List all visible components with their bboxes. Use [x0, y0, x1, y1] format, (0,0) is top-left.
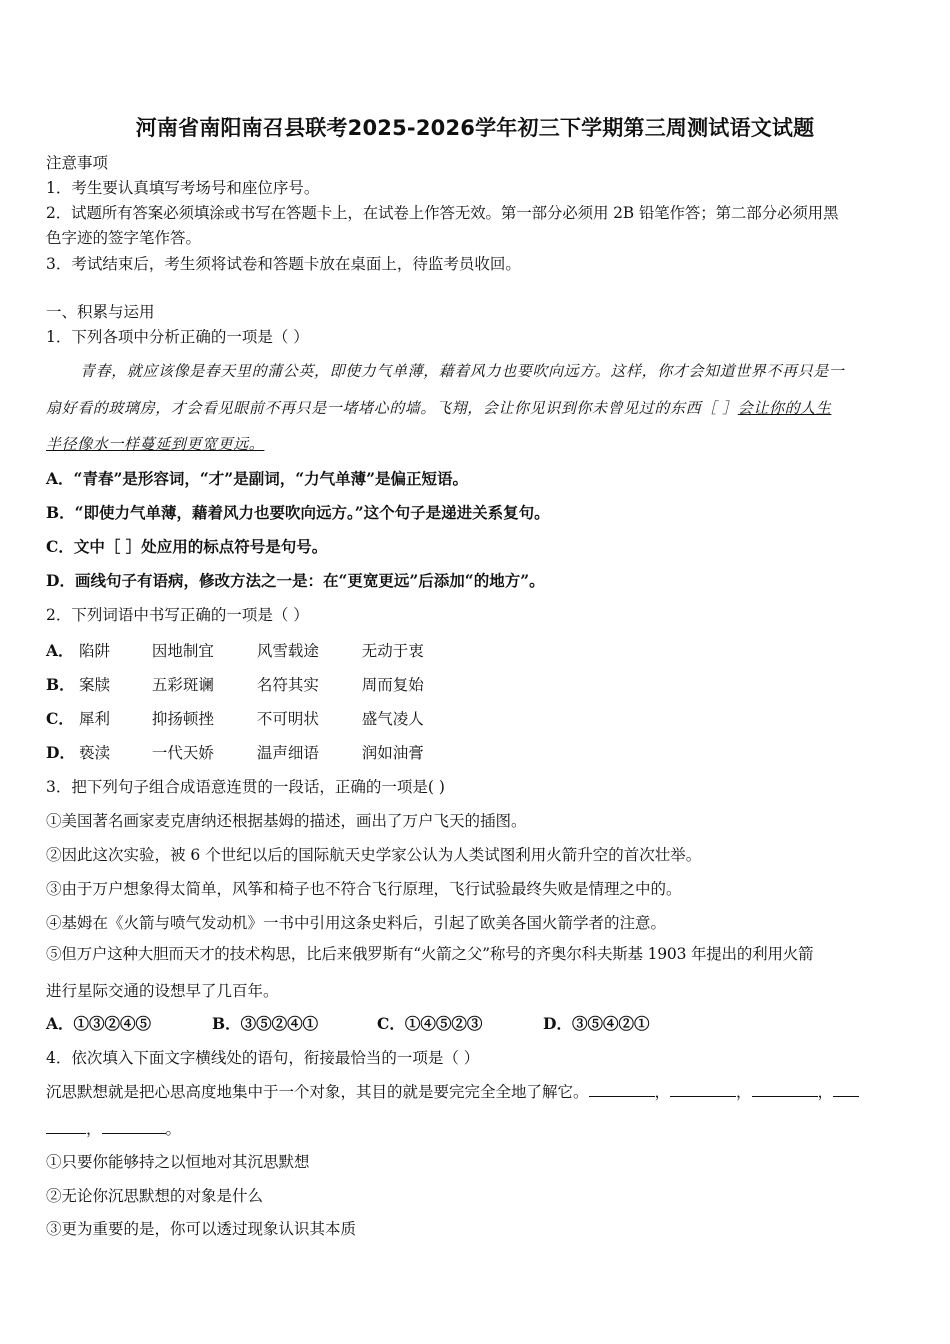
q3-option-d: D．③⑤④②① — [543, 1014, 650, 1033]
option-word: 风雪载途 — [256, 642, 319, 660]
option-word: 一代天娇 — [151, 744, 214, 762]
option-word: 犀利 — [78, 710, 110, 728]
question-1-stem: 1．下列各项中分析正确的一项是（ ） — [46, 328, 309, 346]
option-word: 盛气凌人 — [361, 710, 424, 728]
q3-sentence: ④基姆在《火箭与喷气发动机》一书中引用这条史料后，引起了欧美各国火箭学者的注意。 — [46, 914, 667, 932]
option-word: 抑扬顿挫 — [151, 710, 214, 728]
option-word: 润如油膏 — [361, 744, 424, 762]
option-label: D． — [46, 743, 75, 762]
option-word: 不可明状 — [256, 710, 319, 728]
answer-blank[interactable] — [670, 1082, 736, 1097]
notice-heading: 注意事项 — [46, 154, 109, 172]
q1-passage-line: 青春，就应该像是春天里的蒲公英，即使力气单薄，藉着风力也要吹向远方。这样，你才会知道世界不再只是一 — [80, 362, 845, 380]
q3-sentence: ②因此这次实验，被 6 个世纪以后的国际航天史学家公认为人类试图利用火箭升空的首次壮举。 — [46, 846, 702, 864]
q4-item: ①只要你能够持之以恒地对其沉思默想 — [46, 1153, 310, 1171]
section-heading: 一、积累与运用 — [46, 303, 155, 321]
option-label: A． — [46, 641, 74, 660]
q3-sentence: ③由于万户想象得太简单，风筝和椅子也不符合飞行原理，飞行试验最终失败是情理之中的。 — [46, 880, 682, 898]
option-word: 名符其实 — [256, 676, 319, 694]
q1-option-b: B．“即使力气单薄，藉着风力也要吹向远方。”这个句子是递进关系复句。 — [46, 503, 550, 522]
option-word: 陷阱 — [78, 642, 110, 660]
option-word: 因地制宜 — [151, 642, 214, 660]
q4-separator: ， — [817, 1083, 834, 1101]
q4-item: ③更为重要的是，你可以透过现象认识其本质 — [46, 1220, 357, 1238]
q2-option-c — [46, 709, 424, 729]
q4-end: 。 — [165, 1120, 182, 1138]
q1-option-a: A．“青春”是形容词，“才”是副词，“力气单薄”是偏正短语。 — [46, 469, 469, 488]
option-word: 无动于衷 — [361, 642, 424, 660]
notice-item: 3．考试结束后，考生须将试卷和答题卡放在桌面上，待监考员收回。 — [46, 255, 521, 273]
q2-option-d — [46, 743, 424, 763]
q1-underlined-sentence: 半径像水一样蔓延到更宽更远。 — [46, 435, 265, 453]
answer-blank[interactable] — [833, 1082, 859, 1097]
q1-passage-line — [46, 398, 831, 418]
q3-sentence: 进行星际交通的设想早了几百年。 — [46, 982, 279, 1000]
q4-item: ②无论你沉思默想的对象是什么 — [46, 1187, 264, 1205]
option-word: 亵渎 — [78, 744, 110, 762]
answer-blank[interactable] — [46, 1119, 86, 1134]
answer-blank[interactable] — [752, 1082, 818, 1097]
q3-option-c: C．①④⑤②③ — [377, 1014, 483, 1033]
q1-underlined-sentence: 会让你的人生 — [737, 399, 832, 417]
q3-sentence: ⑤但万户这种大胆而天才的技术构思，比后来俄罗斯有“火箭之父”称号的齐奥尔科夫斯基 1903 年提出的利用火箭 — [46, 945, 814, 963]
q3-option-a: A．①③②④⑤ — [46, 1014, 152, 1033]
q4-separator: ， — [736, 1083, 752, 1101]
option-label: B． — [46, 675, 75, 694]
q3-sentence: ①美国著名画家麦克唐纳还根据基姆的描述，画出了万户飞天的插图。 — [46, 812, 527, 830]
answer-blank[interactable] — [102, 1119, 166, 1134]
answer-blank[interactable] — [589, 1082, 655, 1097]
option-word: 五彩斑谰 — [151, 676, 214, 694]
notice-item: 1．考生要认真填写考场号和座位序号。 — [46, 179, 320, 197]
option-word: 案牍 — [78, 676, 110, 694]
q2-option-a — [46, 641, 424, 661]
q4-text: 沉思默想就是把心思高度地集中于一个对象，其目的就是要完完全全地了解它。 — [46, 1083, 589, 1101]
q4-separator: ， — [654, 1083, 671, 1101]
option-label: C． — [46, 709, 74, 728]
question-2-stem: 2．下列词语中书写正确的一项是（ ） — [46, 606, 309, 624]
notice-item: 2．试题所有答案必须填涂或书写在答题卡上，在试卷上作答无效。第一部分必须用 2B 铅笔作答；第二部分必须用黑 — [46, 204, 839, 222]
q4-fill-text-cont — [46, 1119, 181, 1139]
q3-option-b: B．③⑤②④① — [212, 1014, 319, 1033]
notice-item: 色字迹的签字笔作答。 — [46, 229, 202, 247]
option-word: 周而复始 — [361, 676, 424, 694]
option-word: 温声细语 — [256, 744, 319, 762]
question-3-stem: 3．把下列句子组合成语意连贯的一段话，正确的一项是( ) — [46, 778, 445, 796]
q2-option-b — [46, 675, 424, 695]
question-4-stem: 4．依次填入下面文字横线处的语句，衔接最恰当的一项是（ ） — [46, 1049, 480, 1067]
q4-fill-text — [46, 1082, 859, 1102]
page-title: 河南省南阳南召县联考2025-2026学年初三下学期第三周测试语文试题 — [135, 116, 815, 140]
q1-passage-text: 扇好看的玻璃房，才会看见眼前不再只是一堵堵心的墙。飞翔，会让你见识到你未曾见过的东西［ ］ — [46, 399, 738, 417]
q4-separator: ， — [86, 1120, 102, 1138]
q1-option-d: D．画线句子有语病，修改方法之一是：在“更宽更远”后添加“的地方”。 — [46, 571, 545, 590]
q1-option-c: C．文中［ ］处应用的标点符号是句号。 — [46, 537, 328, 556]
